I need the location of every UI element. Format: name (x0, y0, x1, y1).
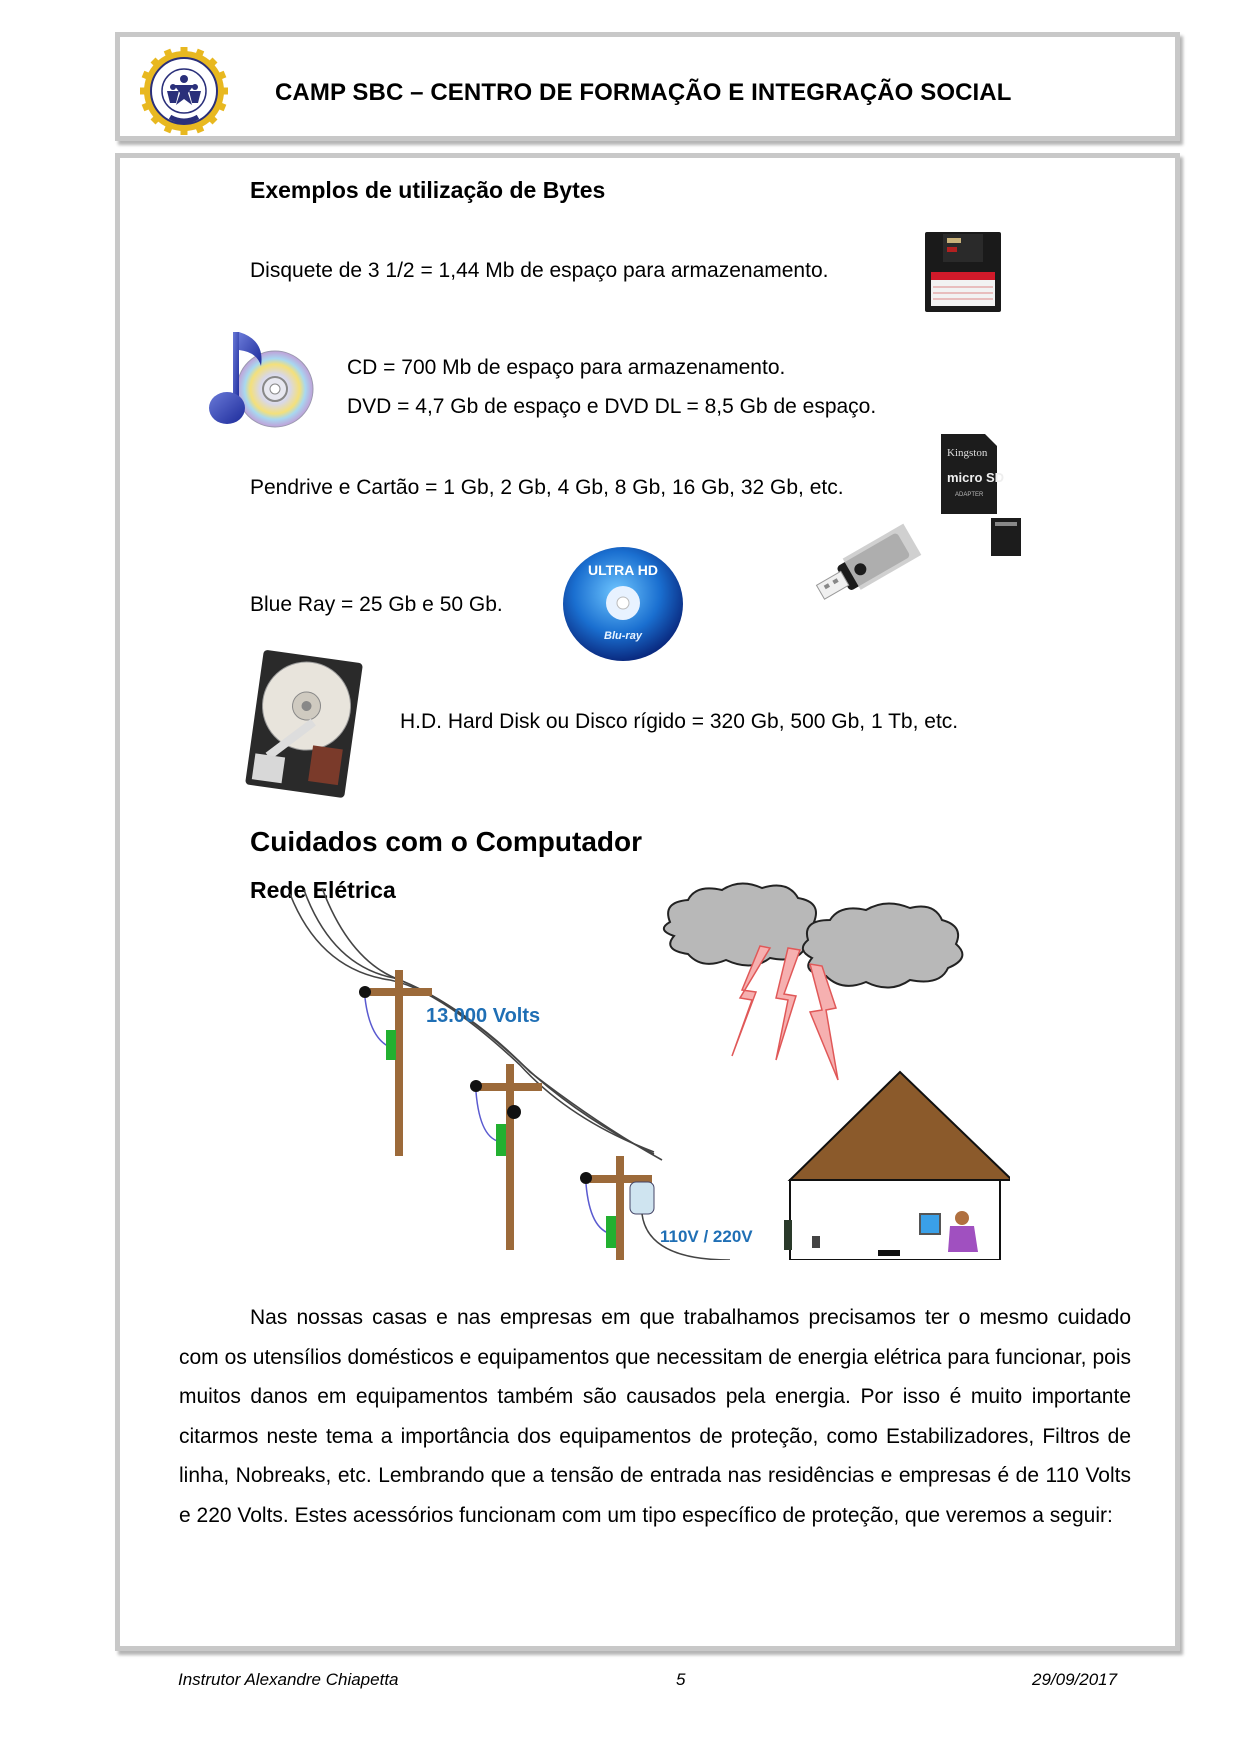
bytes-heading: Exemplos de utilização de Bytes (250, 177, 606, 203)
care-heading: Cuidados com o Computador (250, 826, 642, 857)
bluray-disc-icon (560, 545, 686, 663)
floppy-text: Disquete de 3 1/2 = 1,44 Mb de espaço para armazenamento. (250, 259, 829, 282)
house-icon (784, 1072, 1010, 1260)
floppy-disk-icon (925, 232, 1001, 312)
electric-network-diagram (270, 880, 1010, 1260)
page-header (115, 32, 1180, 141)
pendrive-icon (810, 520, 930, 612)
svg-text:ULTRA HD: ULTRA HD (588, 562, 658, 578)
cd-text: CD = 700 Mb de espaço para armazenamento. (347, 356, 786, 379)
cd-music-icon (205, 326, 325, 428)
pendrive-text: Pendrive e Cartão = 1 Gb, 2 Gb, 4 Gb, 8 Gb, 16 Gb, 32 Gb, etc. (250, 476, 844, 499)
body-paragraph: Nas nossas casas e nas empresas em que trabalhamos precisamos ter o mesmo cuidado com os utensílios domésticos e equipamentos que necessitam de energia elétrica para funcionar, pois muitos danos em equipamentos também são causados pela energia. Por isso é muito importante citarmos neste tema a importância dos equipamentos de proteção, como Estabilizadores, Filtros de linha, Nobreaks, etc. Lembrando que a tensão de entrada nas residências e empresas é de 110 Volts e 220 Volts. Estes acessórios funcionam com um tipo específico de proteção, que veremos a seguir: (179, 1306, 1131, 1527)
electric-network-subheading: Rede Elétrica (250, 877, 396, 903)
svg-text:Blu-ray: Blu-ray (604, 630, 642, 642)
high-voltage-label: 13.000 Volts (426, 1005, 541, 1027)
utility-poles-icon (359, 970, 730, 1260)
header-title: CAMP SBC – CENTRO DE FORMAÇÃO E INTEGRAÇÃO SOCIAL (275, 79, 1012, 106)
low-voltage-label: 110V / 220V (660, 1227, 753, 1246)
camp-sbc-logo-icon (140, 47, 228, 135)
bluray-text: Blue Ray = 25 Gb e 50 Gb. (250, 593, 503, 616)
hard-disk-text: H.D. Hard Disk ou Disco rígido = 320 Gb, 500 Gb, 1 Tb, etc. (400, 710, 959, 733)
footer-author: Instrutor Alexandre Chiapetta (178, 1670, 399, 1689)
sd-card-icon (935, 434, 1045, 560)
hard-disk-icon (240, 648, 370, 800)
svg-text:ADAPTER: ADAPTER (955, 492, 984, 498)
footer-date: 29/09/2017 (1032, 1670, 1118, 1689)
dvd-text: DVD = 4,7 Gb de espaço e DVD DL = 8,5 Gb de espaço. (347, 395, 877, 418)
svg-text:micro SD: micro SD (947, 470, 1005, 485)
footer-page-number: 5 (676, 1670, 686, 1689)
svg-text:Kingston: Kingston (947, 447, 988, 459)
